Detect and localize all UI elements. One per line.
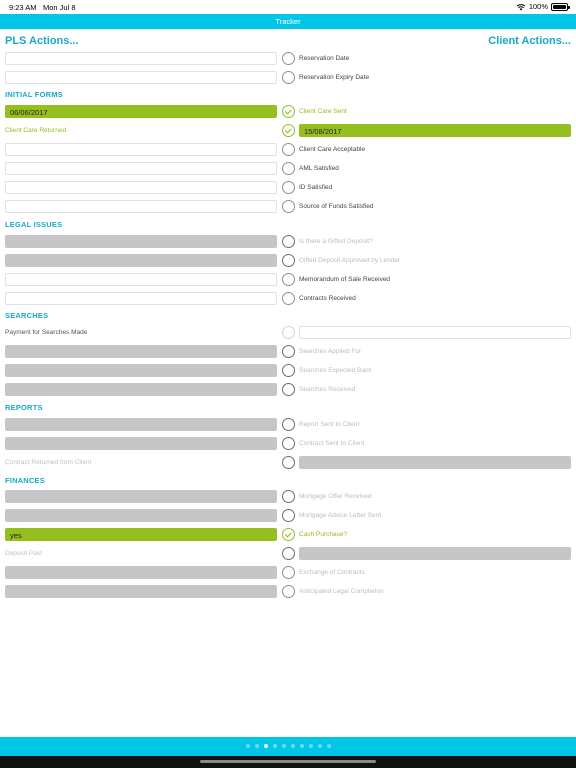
id-satisfied-checkbox[interactable] — [282, 181, 295, 194]
contracts-received-label: Contracts Received — [299, 295, 356, 302]
aml-satisfied-checkbox[interactable] — [282, 162, 295, 175]
client-care-sent-checkbox[interactable] — [282, 105, 295, 118]
wifi-icon — [516, 3, 526, 11]
page-indicator[interactable] — [0, 744, 576, 748]
page-dot[interactable] — [300, 744, 304, 748]
memorandum-pls-field[interactable] — [5, 273, 277, 286]
nav-title: Tracker — [275, 17, 301, 26]
exchange-label: Exchange of Contracts — [299, 569, 365, 576]
memorandum-checkbox[interactable] — [282, 273, 295, 286]
reservation-expiry-checkbox[interactable] — [282, 71, 295, 84]
reservation-date-label: Reservation Date — [299, 55, 350, 62]
client-care-returned-client-field[interactable] — [299, 124, 571, 137]
section-searches: SEARCHES — [5, 311, 49, 320]
section-reports: REPORTS — [5, 403, 43, 412]
completion-checkbox[interactable] — [282, 585, 295, 598]
contract-sent-row — [0, 437, 576, 450]
page-dot[interactable] — [246, 744, 250, 748]
searches-applied-checkbox[interactable] — [282, 345, 295, 358]
gifted-deposit-checkbox[interactable] — [282, 235, 295, 248]
client-care-sent-pls-field[interactable] — [5, 105, 277, 118]
contract-sent-pls-field — [5, 437, 277, 450]
mortgage-advice-checkbox[interactable] — [282, 509, 295, 522]
searches-expected-pls-field — [5, 364, 277, 377]
page-dot[interactable] — [264, 744, 268, 748]
reservation-date-row — [0, 52, 576, 65]
searches-expected-checkbox[interactable] — [282, 364, 295, 377]
reservation-expiry-row — [0, 71, 576, 84]
exchange-checkbox[interactable] — [282, 566, 295, 579]
report-sent-row — [0, 418, 576, 431]
contract-returned-checkbox[interactable] — [282, 456, 295, 469]
contracts-received-row — [0, 292, 576, 305]
contract-returned-client-field — [299, 456, 571, 469]
client-care-sent-label: Client Care Sent — [299, 108, 347, 115]
battery-percent: 100% — [528, 2, 548, 11]
cash-purchase-row — [0, 528, 576, 541]
contract-returned-row — [0, 456, 576, 469]
home-indicator[interactable] — [200, 760, 376, 763]
gifted-deposit-approved-label: Gifted Deposit Approved by Lender — [299, 257, 401, 264]
payment-searches-client-field[interactable] — [299, 326, 571, 339]
source-of-funds-pls-field[interactable] — [5, 200, 277, 213]
reservation-expiry-pls-field[interactable] — [5, 71, 277, 84]
nav-bar — [0, 14, 576, 29]
id-satisfied-pls-field[interactable] — [5, 181, 277, 194]
mortgage-advice-pls-field — [5, 509, 277, 522]
contract-returned-label: Contract Returned from Client — [5, 459, 92, 466]
client-care-returned-row — [0, 124, 576, 137]
completion-row — [0, 585, 576, 598]
source-of-funds-row — [0, 200, 576, 213]
client-care-returned-date: 15/08/2017 — [304, 127, 342, 136]
gifted-deposit-row — [0, 235, 576, 248]
report-sent-pls-field — [5, 418, 277, 431]
mortgage-offer-row — [0, 490, 576, 503]
cash-purchase-label: Cash Purchase? — [299, 531, 348, 538]
client-care-acceptable-checkbox[interactable] — [282, 143, 295, 156]
status-time: 9:23 AM — [9, 3, 37, 12]
searches-applied-label: Searches Applied For — [299, 348, 362, 355]
deposit-paid-checkbox[interactable] — [282, 547, 295, 560]
searches-received-label: Searches Received — [299, 386, 356, 393]
page-dot[interactable] — [309, 744, 313, 748]
check-icon — [285, 530, 292, 537]
page-dot[interactable] — [291, 744, 295, 748]
mortgage-advice-label: Mortgage Advice Letter Sent — [299, 512, 382, 519]
mortgage-offer-pls-field — [5, 490, 277, 503]
completion-label: Anticipated Legal Completion — [299, 588, 384, 595]
searches-expected-row — [0, 364, 576, 377]
page-dot[interactable] — [282, 744, 286, 748]
memorandum-label: Memorandum of Sale Received — [299, 276, 391, 283]
searches-expected-label: Searches Expected Back — [299, 367, 372, 374]
source-of-funds-label: Source of Funds Satisfied — [299, 203, 374, 210]
status-date: Mon Jul 8 — [43, 3, 76, 12]
status-right — [516, 2, 568, 11]
deposit-paid-label: Deposit Paid — [5, 550, 42, 557]
page-dot[interactable] — [255, 744, 259, 748]
aml-satisfied-label: AML Satisfied — [299, 165, 339, 172]
exchange-pls-field — [5, 566, 277, 579]
mortgage-offer-checkbox[interactable] — [282, 490, 295, 503]
mortgage-advice-row — [0, 509, 576, 522]
page-dot[interactable] — [318, 744, 322, 748]
client-care-returned-checkbox[interactable] — [282, 124, 295, 137]
gifted-deposit-approved-checkbox[interactable] — [282, 254, 295, 267]
exchange-row — [0, 566, 576, 579]
page-control-bar — [0, 737, 576, 756]
client-care-sent-row — [0, 105, 576, 118]
deposit-paid-row — [0, 547, 576, 560]
memorandum-row — [0, 273, 576, 286]
source-of-funds-checkbox[interactable] — [282, 200, 295, 213]
page-dot[interactable] — [273, 744, 277, 748]
client-care-returned-label: Client Care Returned — [5, 127, 67, 134]
section-legal-issues: LEGAL ISSUES — [5, 220, 63, 229]
cash-purchase-pls-field[interactable] — [5, 528, 277, 541]
aml-satisfied-row — [0, 162, 576, 175]
contract-sent-checkbox[interactable] — [282, 437, 295, 450]
client-care-acceptable-label: Client Care Acceptable — [299, 146, 366, 153]
gifted-deposit-pls-field — [5, 235, 277, 248]
check-icon — [285, 126, 292, 133]
aml-satisfied-pls-field[interactable] — [5, 162, 277, 175]
reservation-date-pls-field[interactable] — [5, 52, 277, 65]
reservation-date-checkbox[interactable] — [282, 52, 295, 65]
reservation-expiry-label: Reservation Expiry Date — [299, 74, 370, 81]
home-indicator-area — [0, 756, 576, 768]
searches-received-checkbox[interactable] — [282, 383, 295, 396]
status-bar — [0, 0, 576, 14]
page-dot[interactable] — [327, 744, 331, 748]
section-initial-forms: INITIAL FORMS — [5, 90, 63, 99]
searches-received-row — [0, 383, 576, 396]
battery-icon — [551, 3, 568, 11]
payment-searches-label: Payment for Searches Made — [5, 329, 88, 336]
searches-received-pls-field — [5, 383, 277, 396]
cash-purchase-checkbox[interactable] — [282, 528, 295, 541]
client-care-acceptable-pls-field[interactable] — [5, 143, 277, 156]
deposit-paid-client-field — [299, 547, 571, 560]
client-actions-heading: Client Actions... — [488, 35, 571, 47]
mortgage-offer-label: Mortgage Offer Received — [299, 493, 372, 500]
id-satisfied-label: ID Satisfied — [299, 184, 333, 191]
report-sent-label: Report Sent to Client — [299, 421, 360, 428]
contract-sent-label: Contract Sent to Client — [299, 440, 365, 447]
gifted-deposit-approved-row — [0, 254, 576, 267]
contracts-received-checkbox[interactable] — [282, 292, 295, 305]
completion-pls-field — [5, 585, 277, 598]
searches-applied-pls-field — [5, 345, 277, 358]
payment-searches-row — [0, 326, 576, 339]
gifted-deposit-approved-pls-field — [5, 254, 277, 267]
client-care-sent-date: 06/06/2017 — [10, 108, 48, 117]
client-care-acceptable-row — [0, 143, 576, 156]
report-sent-checkbox[interactable] — [282, 418, 295, 431]
check-icon — [285, 107, 292, 114]
section-finances: FINANCES — [5, 476, 45, 485]
pls-actions-heading: PLS Actions... — [5, 35, 79, 47]
payment-searches-checkbox[interactable] — [282, 326, 295, 339]
cash-purchase-value: yes — [10, 531, 22, 540]
gifted-deposit-label: Is there a Gifted Deposit? — [299, 238, 373, 245]
id-satisfied-row — [0, 181, 576, 194]
contracts-received-pls-field[interactable] — [5, 292, 277, 305]
searches-applied-row — [0, 345, 576, 358]
